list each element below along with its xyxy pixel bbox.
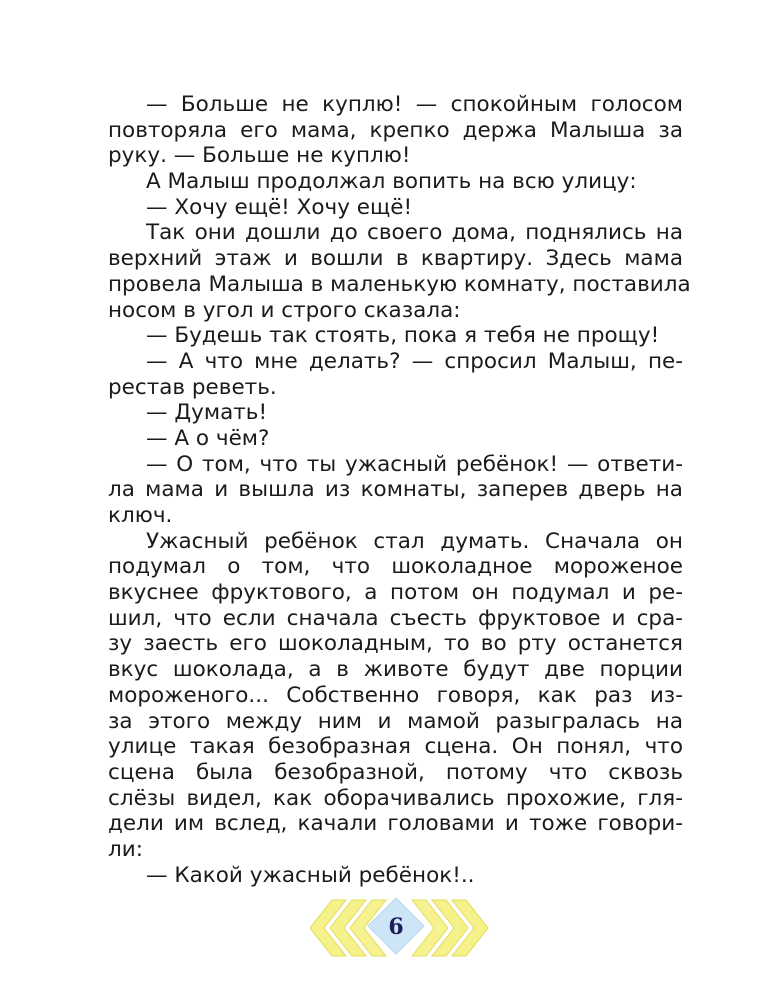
text-line: Ужасный ребёнок стал думать. Сначала он [146,528,683,554]
text-line: — Какой ужасный ребёнок!.. [146,862,475,888]
text-line: — Больше не куплю! — спокойным голосом [146,92,683,117]
right-chevrons-icon [412,900,488,956]
text-line: провела Малыша в маленькую комнату, поставила [108,271,691,297]
text-line: — Будешь так стоять, пока я тебя не прощу! [146,323,660,349]
text-line: слёзы видел, как оборачивались прохожие, гля- [108,785,683,811]
page-number-badge [0,898,759,958]
text-line: вкуснее фруктового, а потом он подумал и ре- [108,580,683,606]
text-line: — А о чём? [146,425,270,451]
text-line: Так они дошли до своего дома, поднялись на [146,220,683,246]
text-line: повторяла его мама, крепко держа Малыша за [108,117,683,143]
text-line: ключ. [108,503,173,528]
text-line: шил, что если сначала съесть фруктовое и сра- [108,605,683,631]
text-line: — Хочу ещё! Хочу ещё! [146,194,413,220]
text-line: носом в угол и строго сказала: [108,297,461,323]
text-line: ла мама и вышла из комнаты, заперев дверь на [108,477,683,503]
text-line: руку. — Больше не куплю! [108,143,411,169]
text-line: ли: [108,836,143,862]
text-line: улице такая безобразная сцена. Он понял, что [108,734,683,760]
page-number: 6 [388,914,404,940]
text-line: дели им вслед, качали головами и тоже говори- [108,811,683,837]
text-line: подумал о том, что шоколадное мороженое [108,554,683,580]
text-line: — А что мне делать? — спросил Малыш, пе- [146,348,683,374]
text-line: — Думать! [146,400,268,426]
text-line: зу заесть его шоколадным, то во рту останется [108,631,683,657]
text-line: мороженого... Собственно говоря, как раз из- [108,682,683,708]
text-line: верхний этаж и вошли в квартиру. Здесь мама [108,246,683,272]
text-line: вкус шоколада, а в животе будут две порции [108,657,683,683]
text-line: сцена была безобразной, потому что сквозь [108,759,683,785]
text-line: — О том, что ты ужасный ребёнок! — ответи- [146,451,683,477]
text-line: рестав реветь. [108,374,277,400]
text-line: А Малыш продолжал вопить на всю улицу: [146,169,637,195]
story-text [108,92,691,888]
text-line: за этого между ним и мамой разыгралась на [108,708,683,734]
page-number-ornament [0,898,759,958]
